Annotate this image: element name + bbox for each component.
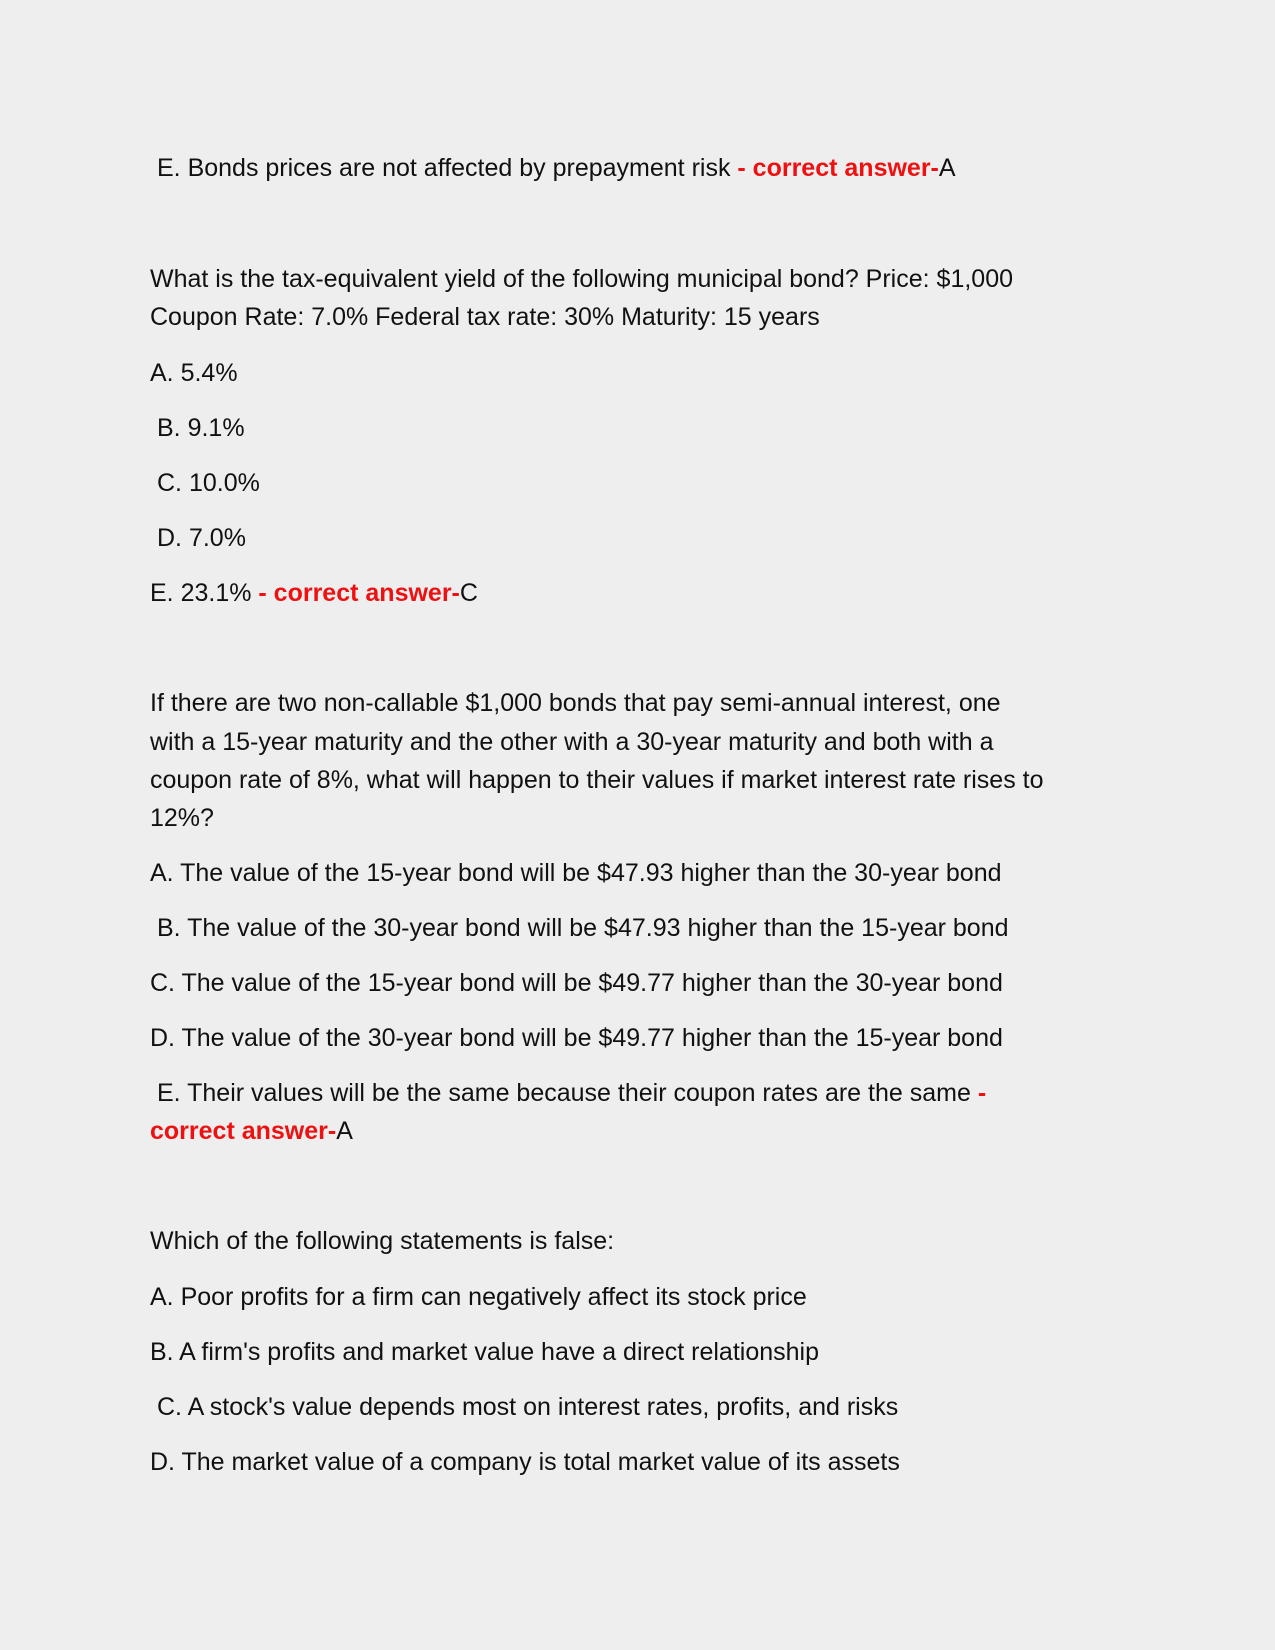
correct-answer-marker: correct answer-: [150, 1117, 337, 1145]
correct-answer-marker: - correct answer-: [258, 579, 460, 607]
option-text: E. Their values will be the same because their coupon rates are the same: [157, 1079, 971, 1107]
q-tax-option-d: D. 7.0%: [157, 524, 246, 552]
q-bonds-stem-line-3: coupon rate of 8%, what will happen to their values if market interest rate rises to: [150, 766, 1044, 794]
q-bonds-stem-line-4: 12%?: [150, 804, 214, 832]
q-tax-option-c: C. 10.0%: [157, 469, 260, 497]
correct-answer-marker-dash: -: [977, 1079, 987, 1107]
q-tax-option-b: B. 9.1%: [157, 414, 245, 442]
option-text: E. 23.1%: [150, 579, 252, 607]
answer-letter: A: [938, 154, 956, 182]
q-false-option-d: D. The market value of a company is total market value of its assets: [150, 1448, 900, 1476]
q-tax-option-e: [150, 574, 478, 612]
q-false-stem: Which of the following statements is false:: [150, 1227, 615, 1255]
q-false-option-b: B. A firm's profits and market value have a direct relationship: [150, 1338, 819, 1366]
q-tax-option-a: A. 5.4%: [150, 359, 238, 387]
q-false-option-a: A. Poor profits for a firm can negatively affect its stock price: [150, 1283, 807, 1311]
q-prev-option-e: [157, 149, 956, 187]
q-tax-stem-line-1: What is the tax-equivalent yield of the following municipal bond? Price: $1,000: [150, 265, 1014, 293]
option-text: E. Bonds prices are not affected by prepayment risk: [157, 154, 731, 182]
q-tax-stem-line-2: Coupon Rate: 7.0% Federal tax rate: 30% Maturity: 15 years: [150, 303, 820, 331]
q-bonds-stem-line-1: If there are two non-callable $1,000 bonds that pay semi-annual interest, one: [150, 689, 1001, 717]
q-bonds-option-b: B. The value of the 30-year bond will be $47.93 higher than the 15-year bond: [157, 914, 1009, 942]
q-bonds-answer-line: [150, 1112, 353, 1150]
q-bonds-stem-line-2: with a 15-year maturity and the other with a 30-year maturity and both with a: [150, 728, 994, 756]
q-bonds-option-a: A. The value of the 15-year bond will be $47.93 higher than the 30-year bond: [150, 859, 1002, 887]
q-false-option-c: C. A stock's value depends most on interest rates, profits, and risks: [157, 1393, 899, 1421]
answer-letter: A: [336, 1117, 353, 1145]
q-bonds-option-c: C. The value of the 15-year bond will be $49.77 higher than the 30-year bond: [150, 969, 1003, 997]
correct-answer-marker: - correct answer-: [737, 154, 939, 182]
q-bonds-option-d: D. The value of the 30-year bond will be $49.77 higher than the 15-year bond: [150, 1024, 1003, 1052]
answer-letter: C: [459, 579, 478, 607]
q-bonds-option-e: [157, 1074, 986, 1112]
